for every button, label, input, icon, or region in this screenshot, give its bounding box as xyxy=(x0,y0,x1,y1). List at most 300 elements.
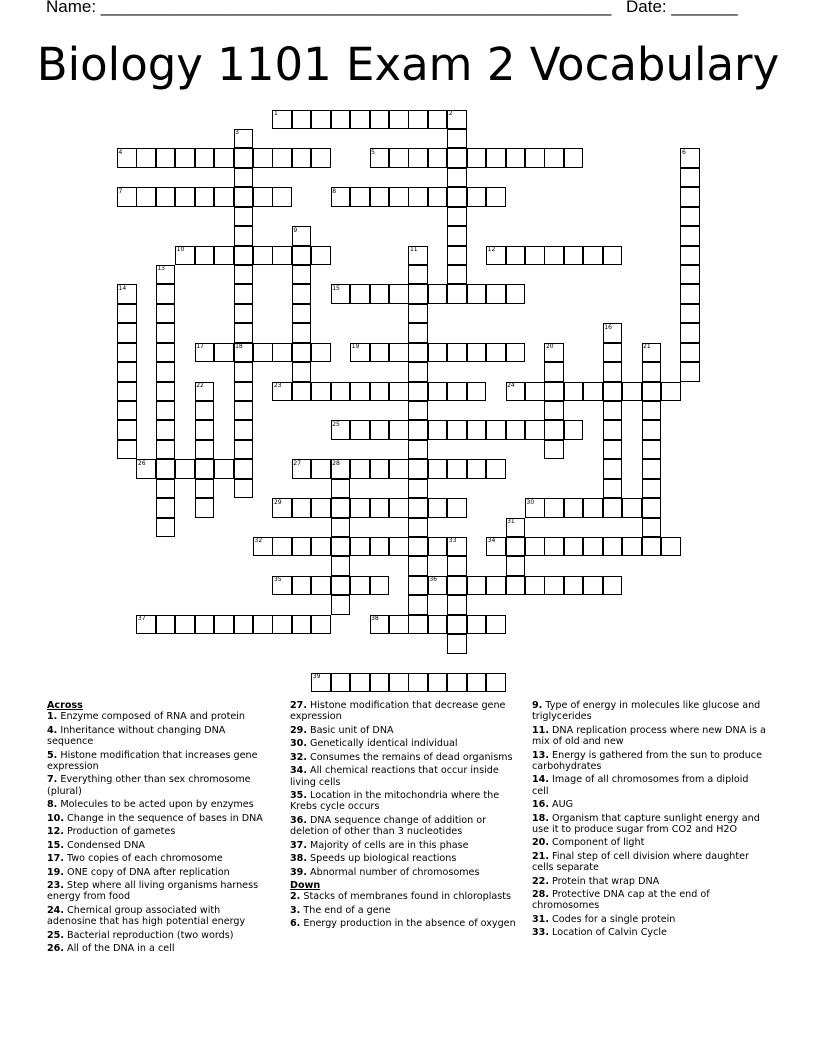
grid-cell[interactable] xyxy=(272,187,292,207)
grid-cell[interactable] xyxy=(447,420,467,440)
grid-cell[interactable] xyxy=(603,498,623,518)
grid-cell[interactable] xyxy=(156,615,176,635)
grid-cell[interactable] xyxy=(447,615,467,635)
clue-number: 26 xyxy=(137,459,146,467)
grid-cell[interactable] xyxy=(175,187,195,207)
grid-cell[interactable] xyxy=(447,343,467,363)
grid-cell[interactable] xyxy=(680,362,700,382)
grid-cell[interactable] xyxy=(506,246,526,266)
grid-cell[interactable] xyxy=(370,382,390,402)
grid-cell[interactable] xyxy=(603,537,623,557)
grid-cell[interactable] xyxy=(156,440,176,460)
grid-cell[interactable] xyxy=(331,498,351,518)
grid-cell[interactable] xyxy=(311,343,331,363)
grid-cell[interactable] xyxy=(525,148,545,168)
grid-cell[interactable] xyxy=(292,498,312,518)
clue-item xyxy=(47,711,272,722)
grid-cell[interactable] xyxy=(389,673,409,693)
grid-cell[interactable] xyxy=(622,382,642,402)
grid-cell[interactable] xyxy=(175,148,195,168)
grid-cell[interactable] xyxy=(234,226,254,246)
grid-cell[interactable] xyxy=(272,343,292,363)
grid-cell[interactable] xyxy=(428,343,448,363)
grid-cell[interactable] xyxy=(311,382,331,402)
grid-cell[interactable] xyxy=(350,459,370,479)
grid-cell[interactable] xyxy=(642,498,662,518)
grid-cell[interactable] xyxy=(292,537,312,557)
grid-cell[interactable] xyxy=(661,537,681,557)
grid-cell[interactable] xyxy=(525,382,545,402)
grid-cell[interactable] xyxy=(234,246,254,266)
grid-cell[interactable] xyxy=(486,673,506,693)
grid-cell[interactable] xyxy=(583,576,603,596)
grid-cell[interactable] xyxy=(331,518,351,538)
grid-cell[interactable] xyxy=(408,673,428,693)
grid-cell[interactable] xyxy=(292,110,312,130)
grid-cell[interactable] xyxy=(467,148,487,168)
grid-cell[interactable] xyxy=(117,420,137,440)
grid-cell[interactable] xyxy=(408,382,428,402)
grid-cell[interactable] xyxy=(544,401,564,421)
grid-cell[interactable] xyxy=(350,284,370,304)
grid-cell[interactable] xyxy=(350,537,370,557)
grid-cell[interactable] xyxy=(506,343,526,363)
grid-cell[interactable] xyxy=(544,420,564,440)
grid-cell[interactable] xyxy=(408,479,428,499)
grid-cell[interactable] xyxy=(564,246,584,266)
grid-cell[interactable] xyxy=(370,459,390,479)
grid-cell[interactable] xyxy=(214,459,234,479)
grid-cell[interactable] xyxy=(428,148,448,168)
grid-cell[interactable] xyxy=(136,187,156,207)
grid-cell[interactable] xyxy=(486,615,506,635)
grid-cell[interactable] xyxy=(447,459,467,479)
grid-cell[interactable] xyxy=(389,187,409,207)
grid-cell[interactable] xyxy=(506,284,526,304)
grid-cell[interactable] xyxy=(292,284,312,304)
grid-cell[interactable] xyxy=(136,148,156,168)
grid-cell[interactable] xyxy=(292,265,312,285)
grid-cell[interactable] xyxy=(370,343,390,363)
grid-cell[interactable] xyxy=(603,420,623,440)
grid-cell[interactable] xyxy=(642,420,662,440)
grid-cell[interactable] xyxy=(234,207,254,227)
grid-cell[interactable] xyxy=(292,576,312,596)
grid-cell[interactable] xyxy=(195,440,215,460)
grid-cell[interactable] xyxy=(272,615,292,635)
grid-cell[interactable] xyxy=(408,110,428,130)
grid-cell[interactable] xyxy=(467,576,487,596)
clue-item-text: Everything other than sex chromosome (plural) xyxy=(47,774,251,797)
grid-cell[interactable] xyxy=(408,265,428,285)
grid-cell[interactable] xyxy=(292,246,312,266)
grid-cell[interactable] xyxy=(408,440,428,460)
grid-cell[interactable] xyxy=(408,343,428,363)
grid-cell[interactable] xyxy=(292,382,312,402)
grid-cell[interactable] xyxy=(467,343,487,363)
grid-cell[interactable] xyxy=(544,498,564,518)
grid-cell[interactable] xyxy=(389,537,409,557)
grid-cell[interactable] xyxy=(603,479,623,499)
grid-cell[interactable] xyxy=(389,110,409,130)
grid-cell[interactable] xyxy=(408,420,428,440)
grid-cell[interactable] xyxy=(447,498,467,518)
grid-cell[interactable] xyxy=(331,479,351,499)
grid-cell[interactable] xyxy=(389,420,409,440)
grid-cell[interactable] xyxy=(331,382,351,402)
grid-cell[interactable] xyxy=(447,556,467,576)
grid-cell[interactable] xyxy=(544,537,564,557)
grid-cell[interactable] xyxy=(603,440,623,460)
grid-cell[interactable] xyxy=(175,615,195,635)
grid-cell[interactable] xyxy=(389,343,409,363)
grid-cell[interactable] xyxy=(156,498,176,518)
grid-cell[interactable] xyxy=(642,479,662,499)
grid-cell[interactable] xyxy=(642,537,662,557)
grid-cell[interactable] xyxy=(156,323,176,343)
grid-cell[interactable] xyxy=(234,304,254,324)
grid-cell[interactable] xyxy=(214,246,234,266)
grid-cell[interactable] xyxy=(234,479,254,499)
grid-cell[interactable] xyxy=(370,187,390,207)
grid-cell[interactable] xyxy=(564,576,584,596)
grid-cell[interactable] xyxy=(506,537,526,557)
grid-cell[interactable] xyxy=(234,265,254,285)
grid-cell[interactable] xyxy=(331,537,351,557)
grid-cell[interactable] xyxy=(642,401,662,421)
grid-cell[interactable] xyxy=(331,556,351,576)
grid-cell[interactable] xyxy=(156,401,176,421)
grid-cell[interactable] xyxy=(564,382,584,402)
grid-cell[interactable] xyxy=(680,187,700,207)
grid-cell[interactable] xyxy=(408,556,428,576)
grid-cell[interactable] xyxy=(408,576,428,596)
grid-cell[interactable] xyxy=(603,459,623,479)
grid-cell[interactable] xyxy=(156,479,176,499)
grid-cell[interactable] xyxy=(175,459,195,479)
grid-cell[interactable] xyxy=(486,343,506,363)
grid-cell[interactable] xyxy=(661,382,681,402)
grid-cell[interactable] xyxy=(564,420,584,440)
grid-cell[interactable] xyxy=(195,401,215,421)
grid-cell[interactable] xyxy=(292,148,312,168)
grid-cell[interactable] xyxy=(117,382,137,402)
grid-cell[interactable] xyxy=(195,187,215,207)
clue-item-number: 39. xyxy=(290,866,307,878)
grid-cell[interactable] xyxy=(447,168,467,188)
grid-cell[interactable] xyxy=(428,673,448,693)
grid-cell[interactable] xyxy=(408,615,428,635)
grid-cell[interactable] xyxy=(642,518,662,538)
grid-cell[interactable] xyxy=(544,148,564,168)
clue-item xyxy=(532,837,768,848)
grid-cell[interactable] xyxy=(447,634,467,654)
grid-cell[interactable] xyxy=(642,362,662,382)
grid-cell[interactable] xyxy=(447,226,467,246)
grid-cell[interactable] xyxy=(350,187,370,207)
grid-cell[interactable] xyxy=(370,673,390,693)
grid-cell[interactable] xyxy=(389,284,409,304)
grid-cell[interactable] xyxy=(603,246,623,266)
grid-cell[interactable] xyxy=(603,401,623,421)
grid-cell[interactable] xyxy=(156,362,176,382)
grid-cell[interactable] xyxy=(234,420,254,440)
grid-cell[interactable] xyxy=(234,382,254,402)
grid-cell[interactable] xyxy=(486,284,506,304)
grid-cell[interactable] xyxy=(156,304,176,324)
grid-cell[interactable] xyxy=(117,440,137,460)
grid-cell[interactable] xyxy=(428,110,448,130)
grid-cell[interactable] xyxy=(311,148,331,168)
grid-cell[interactable] xyxy=(117,362,137,382)
grid-cell[interactable] xyxy=(486,187,506,207)
grid-cell[interactable] xyxy=(408,498,428,518)
grid-cell[interactable] xyxy=(447,382,467,402)
grid-cell[interactable] xyxy=(447,576,467,596)
grid-cell[interactable] xyxy=(525,246,545,266)
grid-cell[interactable] xyxy=(525,576,545,596)
grid-cell[interactable] xyxy=(408,148,428,168)
grid-cell[interactable] xyxy=(195,246,215,266)
grid-cell[interactable] xyxy=(680,207,700,227)
grid-cell[interactable] xyxy=(156,187,176,207)
grid-cell[interactable] xyxy=(331,673,351,693)
grid-cell[interactable] xyxy=(117,343,137,363)
grid-cell[interactable] xyxy=(680,343,700,363)
grid-cell[interactable] xyxy=(370,420,390,440)
grid-cell[interactable] xyxy=(214,187,234,207)
grid-cell[interactable] xyxy=(117,304,137,324)
grid-cell[interactable] xyxy=(447,207,467,227)
grid-cell[interactable] xyxy=(447,265,467,285)
grid-cell[interactable] xyxy=(680,246,700,266)
grid-cell[interactable] xyxy=(195,615,215,635)
grid-cell[interactable] xyxy=(564,148,584,168)
grid-cell[interactable] xyxy=(195,420,215,440)
clue-item-number: 37. xyxy=(290,839,307,851)
grid-cell[interactable] xyxy=(544,576,564,596)
grid-cell[interactable] xyxy=(117,401,137,421)
grid-cell[interactable] xyxy=(234,362,254,382)
grid-cell[interactable] xyxy=(428,284,448,304)
grid-cell[interactable] xyxy=(583,498,603,518)
grid-cell[interactable] xyxy=(292,343,312,363)
grid-cell[interactable] xyxy=(253,343,273,363)
grid-cell[interactable] xyxy=(486,420,506,440)
grid-cell[interactable] xyxy=(253,187,273,207)
grid-cell[interactable] xyxy=(467,284,487,304)
grid-cell[interactable] xyxy=(544,362,564,382)
grid-cell[interactable] xyxy=(311,246,331,266)
grid-cell[interactable] xyxy=(408,323,428,343)
grid-cell[interactable] xyxy=(428,459,448,479)
grid-cell[interactable] xyxy=(642,382,662,402)
grid-cell[interactable] xyxy=(447,187,467,207)
grid-cell[interactable] xyxy=(311,110,331,130)
grid-cell[interactable] xyxy=(156,343,176,363)
grid-cell[interactable] xyxy=(583,537,603,557)
grid-cell[interactable] xyxy=(506,420,526,440)
grid-cell[interactable] xyxy=(195,459,215,479)
grid-cell[interactable] xyxy=(195,479,215,499)
grid-cell[interactable] xyxy=(331,595,351,615)
grid-cell[interactable] xyxy=(350,673,370,693)
grid-cell[interactable] xyxy=(622,537,642,557)
grid-cell[interactable] xyxy=(603,576,623,596)
grid-cell[interactable] xyxy=(311,498,331,518)
grid-cell[interactable] xyxy=(234,440,254,460)
grid-cell[interactable] xyxy=(428,382,448,402)
grid-cell[interactable] xyxy=(603,343,623,363)
grid-cell[interactable] xyxy=(156,148,176,168)
grid-cell[interactable] xyxy=(564,498,584,518)
grid-cell[interactable] xyxy=(486,148,506,168)
clue-item-text: Protein that wrap DNA xyxy=(549,875,660,887)
grid-cell[interactable] xyxy=(214,343,234,363)
grid-cell[interactable] xyxy=(311,615,331,635)
grid-cell[interactable] xyxy=(447,673,467,693)
grid-cell[interactable] xyxy=(622,498,642,518)
grid-cell[interactable] xyxy=(253,615,273,635)
name-field[interactable]: Name: ______________________________________________________ xyxy=(46,0,612,16)
grid-cell[interactable] xyxy=(486,459,506,479)
grid-cell[interactable] xyxy=(370,110,390,130)
grid-cell[interactable] xyxy=(467,615,487,635)
grid-cell[interactable] xyxy=(292,615,312,635)
grid-cell[interactable] xyxy=(408,362,428,382)
grid-cell[interactable] xyxy=(408,187,428,207)
grid-cell[interactable] xyxy=(389,382,409,402)
grid-cell[interactable] xyxy=(350,576,370,596)
grid-cell[interactable] xyxy=(156,459,176,479)
grid-cell[interactable] xyxy=(253,246,273,266)
grid-cell[interactable] xyxy=(389,459,409,479)
grid-cell[interactable] xyxy=(234,615,254,635)
grid-cell[interactable] xyxy=(447,246,467,266)
grid-cell[interactable] xyxy=(680,304,700,324)
grid-cell[interactable] xyxy=(544,440,564,460)
grid-cell[interactable] xyxy=(408,595,428,615)
date-field[interactable]: Date: _______ xyxy=(626,0,738,16)
grid-cell[interactable] xyxy=(272,537,292,557)
grid-cell[interactable] xyxy=(311,459,331,479)
grid-cell[interactable] xyxy=(680,226,700,246)
grid-cell[interactable] xyxy=(370,498,390,518)
grid-cell[interactable] xyxy=(234,187,254,207)
grid-cell[interactable] xyxy=(292,304,312,324)
grid-cell[interactable] xyxy=(253,148,273,168)
grid-cell[interactable] xyxy=(544,382,564,402)
grid-cell[interactable] xyxy=(214,615,234,635)
grid-cell[interactable] xyxy=(642,440,662,460)
grid-cell[interactable] xyxy=(447,595,467,615)
grid-cell[interactable] xyxy=(447,129,467,149)
grid-cell[interactable] xyxy=(564,537,584,557)
grid-cell[interactable] xyxy=(642,459,662,479)
grid-cell[interactable] xyxy=(428,420,448,440)
grid-cell[interactable] xyxy=(389,498,409,518)
grid-cell[interactable] xyxy=(311,576,331,596)
grid-cell[interactable] xyxy=(195,498,215,518)
grid-cell[interactable] xyxy=(408,537,428,557)
grid-cell[interactable] xyxy=(603,362,623,382)
grid-cell[interactable] xyxy=(117,323,137,343)
grid-cell[interactable] xyxy=(428,498,448,518)
grid-cell[interactable] xyxy=(311,537,331,557)
grid-cell[interactable] xyxy=(680,168,700,188)
grid-cell[interactable] xyxy=(234,284,254,304)
grid-cell[interactable] xyxy=(447,148,467,168)
grid-cell[interactable] xyxy=(680,284,700,304)
grid-cell[interactable] xyxy=(156,382,176,402)
grid-cell[interactable] xyxy=(583,246,603,266)
grid-cell[interactable] xyxy=(331,110,351,130)
grid-cell[interactable] xyxy=(156,420,176,440)
grid-cell[interactable] xyxy=(583,382,603,402)
grid-cell[interactable] xyxy=(428,187,448,207)
grid-cell[interactable] xyxy=(292,323,312,343)
grid-cell[interactable] xyxy=(234,323,254,343)
clue-item xyxy=(532,914,768,925)
grid-cell[interactable] xyxy=(544,246,564,266)
grid-cell[interactable] xyxy=(447,284,467,304)
grid-cell[interactable] xyxy=(467,673,487,693)
grid-cell[interactable] xyxy=(603,382,623,402)
grid-cell[interactable] xyxy=(506,576,526,596)
grid-cell[interactable] xyxy=(486,576,506,596)
grid-cell[interactable] xyxy=(467,420,487,440)
grid-cell[interactable] xyxy=(156,518,176,538)
grid-cell[interactable] xyxy=(214,148,234,168)
grid-cell[interactable] xyxy=(680,265,700,285)
grid-cell[interactable] xyxy=(350,498,370,518)
grid-cell[interactable] xyxy=(350,420,370,440)
grid-cell[interactable] xyxy=(408,459,428,479)
grid-cell[interactable] xyxy=(467,382,487,402)
grid-cell[interactable] xyxy=(408,518,428,538)
grid-cell[interactable] xyxy=(389,148,409,168)
grid-cell[interactable] xyxy=(467,459,487,479)
grid-cell[interactable] xyxy=(272,246,292,266)
grid-cell[interactable] xyxy=(428,537,448,557)
grid-cell[interactable] xyxy=(370,537,390,557)
grid-cell[interactable] xyxy=(428,615,448,635)
grid-cell[interactable] xyxy=(234,148,254,168)
grid-cell[interactable] xyxy=(467,187,487,207)
grid-cell[interactable] xyxy=(408,304,428,324)
grid-cell[interactable] xyxy=(234,168,254,188)
grid-cell[interactable] xyxy=(389,615,409,635)
grid-cell[interactable] xyxy=(234,459,254,479)
grid-cell[interactable] xyxy=(331,576,351,596)
grid-cell[interactable] xyxy=(272,148,292,168)
grid-cell[interactable] xyxy=(234,401,254,421)
grid-cell[interactable] xyxy=(156,284,176,304)
grid-cell[interactable] xyxy=(350,382,370,402)
grid-cell[interactable] xyxy=(525,537,545,557)
grid-cell[interactable] xyxy=(408,284,428,304)
grid-cell[interactable] xyxy=(506,556,526,576)
grid-cell[interactable] xyxy=(195,148,215,168)
grid-cell[interactable] xyxy=(408,401,428,421)
grid-cell[interactable] xyxy=(292,362,312,382)
grid-cell[interactable] xyxy=(680,323,700,343)
grid-cell[interactable] xyxy=(350,110,370,130)
grid-cell[interactable] xyxy=(370,576,390,596)
grid-cell[interactable] xyxy=(370,284,390,304)
grid-cell[interactable] xyxy=(525,420,545,440)
grid-cell[interactable] xyxy=(506,148,526,168)
